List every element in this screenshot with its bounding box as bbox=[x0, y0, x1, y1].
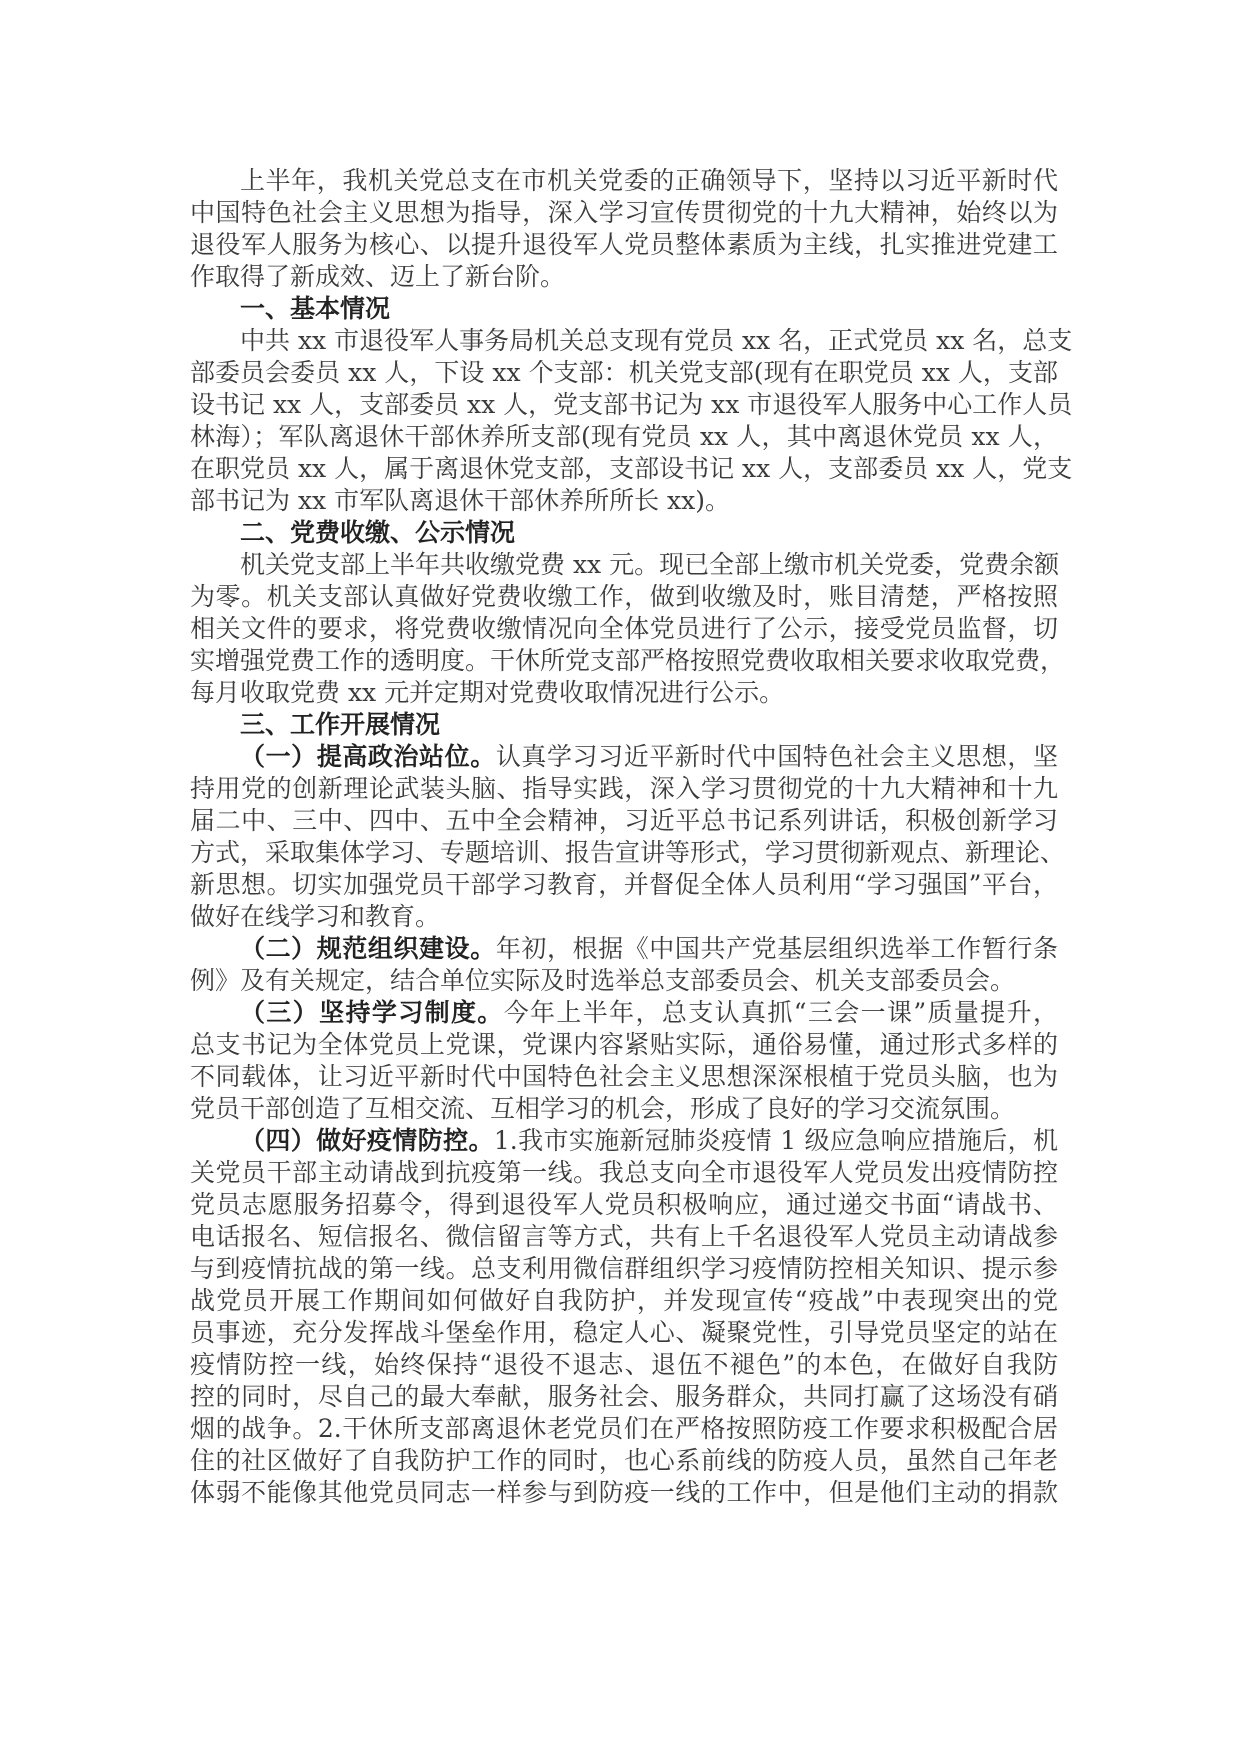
numbered-paragraph bbox=[190, 741, 1066, 933]
text-line: 持用党的创新理论武装头脑、指导实践，深入学习贯彻党的十九大精神和十九 bbox=[190, 774, 1058, 803]
text-line: 烟的战争。2.干休所支部离退休老党员们在严格按照防疫工作要求积极配合居 bbox=[190, 1414, 1058, 1443]
paragraph-lead: （三）坚持学习制度。 bbox=[240, 998, 504, 1027]
text-line: 部书记为 xx 市军队离退休干部休养所所长 xx)。 bbox=[190, 486, 730, 515]
text-line: 中国特色社会主义思想为指导，深入学习宣传贯彻党的十九大精神，始终以为 bbox=[190, 198, 1058, 227]
text-line: 机关党支部上半年共收缴党费 xx 元。现已全部上缴市机关党委，党费余额 bbox=[240, 550, 1060, 579]
text-line: 例》及有关规定，结合单位实际及时选举总支部委员会、机关支部委员会。 bbox=[190, 966, 1016, 995]
paragraph-lead: （四）做好疫情防控。 bbox=[240, 1126, 494, 1155]
numbered-paragraph bbox=[190, 933, 1058, 997]
text-line: 设书记 xx 人，支部委员 xx 人，党支部书记为 xx 市退役军人服务中心工作人员 bbox=[190, 390, 1073, 419]
text-line: 作取得了新成效、迈上了新台阶。 bbox=[190, 262, 566, 291]
paragraph bbox=[190, 325, 1073, 517]
section-heading: 一、基本情况 bbox=[240, 294, 391, 323]
text-line bbox=[190, 933, 1058, 965]
text-line: 实增强党费工作的透明度。干休所党支部严格按照党费收取相关要求收取党费， bbox=[190, 646, 1066, 675]
text-line: 林海）；军队离退休干部休养所支部(现有党员 xx 人，其中离退休党员 xx 人， bbox=[190, 422, 1058, 451]
paragraph-text: 1.我市实施新冠肺炎疫情 1 级应急响应措施后，机 bbox=[493, 1126, 1058, 1155]
paragraph-lead: （一）提高政治站位。 bbox=[240, 742, 496, 771]
text-line: 上半年，我机关党总支在市机关党委的正确领导下，坚持以习近平新时代 bbox=[240, 166, 1058, 195]
text-line: 在职党员 xx 人，属于离退休党支部，支部设书记 xx 人，支部委员 xx 人，党支 bbox=[190, 454, 1073, 483]
paragraph bbox=[190, 165, 1058, 293]
numbered-paragraph bbox=[190, 1125, 1058, 1509]
text-line: 党员干部创造了互相交流、互相学习的机会，形成了良好的学习交流氛围。 bbox=[190, 1094, 1016, 1123]
text-line: 员事迹，充分发挥战斗堡垒作用，稳定人心、凝聚党性，引导党员坚定的站在 bbox=[190, 1318, 1058, 1347]
text-line: 中共 xx 市退役军人事务局机关总支现有党员 xx 名，正式党员 xx 名，总支 bbox=[240, 326, 1073, 355]
numbered-paragraph bbox=[190, 997, 1058, 1125]
text-line: 相关文件的要求，将党费收缴情况向全体党员进行了公示，接受党员监督，切 bbox=[190, 614, 1058, 643]
text-line: 退役军人服务为核心、以提升退役军人党员整体素质为主线，扎实推进党建工 bbox=[190, 230, 1058, 259]
text-line: 为零。机关支部认真做好党费收缴工作，做到收缴及时，账目清楚，严格按照 bbox=[190, 582, 1058, 611]
text-line: 电话报名、短信报名、微信留言等方式，共有上千名退役军人党员主动请战参 bbox=[190, 1222, 1058, 1251]
text-line bbox=[190, 997, 1058, 1029]
text-line: 住的社区做好了自我防护工作的同时，也心系前线的防疫人员，虽然自己年老 bbox=[190, 1446, 1058, 1475]
text-line bbox=[190, 741, 1058, 773]
paragraph-text: 年初，根据《中国共产党基层组织选举工作暂行条 bbox=[495, 934, 1058, 963]
text-line: 与到疫情抗战的第一线。总支利用微信群组织学习疫情防控相关知识、提示参 bbox=[190, 1254, 1058, 1283]
section-heading: 三、工作开展情况 bbox=[240, 710, 441, 739]
text-line: 总支书记为全体党员上党课，党课内容紧贴实际，通俗易懂，通过形式多样的 bbox=[190, 1030, 1058, 1059]
text-line: 党员志愿服务招募令，得到退役军人党员积极响应，通过递交书面“请战书、 bbox=[190, 1190, 1058, 1219]
paragraph-lead: （二）规范组织建设。 bbox=[240, 934, 496, 963]
text-line: 做好在线学习和教育。 bbox=[190, 902, 441, 931]
text-line: 不同载体，让习近平新时代中国特色社会主义思想深深根植于党员头脑，也为 bbox=[190, 1062, 1058, 1091]
text-line: 新思想。切实加强党员干部学习教育，并督促全体人员利用“学习强国”平台， bbox=[190, 870, 1058, 899]
paragraph-text: 今年上半年，总支认真抓“三会一课”质量提升， bbox=[503, 998, 1058, 1027]
paragraph-text: 认真学习习近平新时代中国特色社会主义思想，坚 bbox=[495, 742, 1058, 771]
text-line: 关党员干部主动请战到抗疫第一线。我总支向全市退役军人党员发出疫情防控 bbox=[190, 1158, 1058, 1187]
document-page bbox=[190, 165, 1073, 1509]
text-line: 体弱不能像其他党员同志一样参与到防疫一线的工作中，但是他们主动的捐款 bbox=[190, 1478, 1058, 1507]
text-line: 疫情防控一线，始终保持“退役不退志、退伍不褪色”的本色，在做好自我防 bbox=[190, 1350, 1058, 1379]
text-line: 战党员开展工作期间如何做好自我防护，并发现宣传“疫战”中表现突出的党 bbox=[190, 1286, 1058, 1315]
text-line: 届二中、三中、四中、五中全会精神，习近平总书记系列讲话，积极创新学习 bbox=[190, 806, 1058, 835]
section-heading: 二、党费收缴、公示情况 bbox=[240, 518, 516, 547]
text-line: 每月收取党费 xx 元并定期对党费收取情况进行公示。 bbox=[190, 678, 785, 707]
paragraph bbox=[190, 549, 1066, 709]
text-line: 部委员会委员 xx 人，下设 xx 个支部：机关党支部(现有在职党员 xx 人，支部 bbox=[190, 358, 1058, 387]
text-line: 方式，采取集体学习、专题培训、报告宣讲等形式，学习贯彻新观点、新理论、 bbox=[190, 838, 1066, 867]
text-line: 控的同时，尽自己的最大奉献，服务社会、服务群众，共同打赢了这场没有硝 bbox=[190, 1382, 1058, 1411]
text-line bbox=[190, 1125, 1058, 1157]
